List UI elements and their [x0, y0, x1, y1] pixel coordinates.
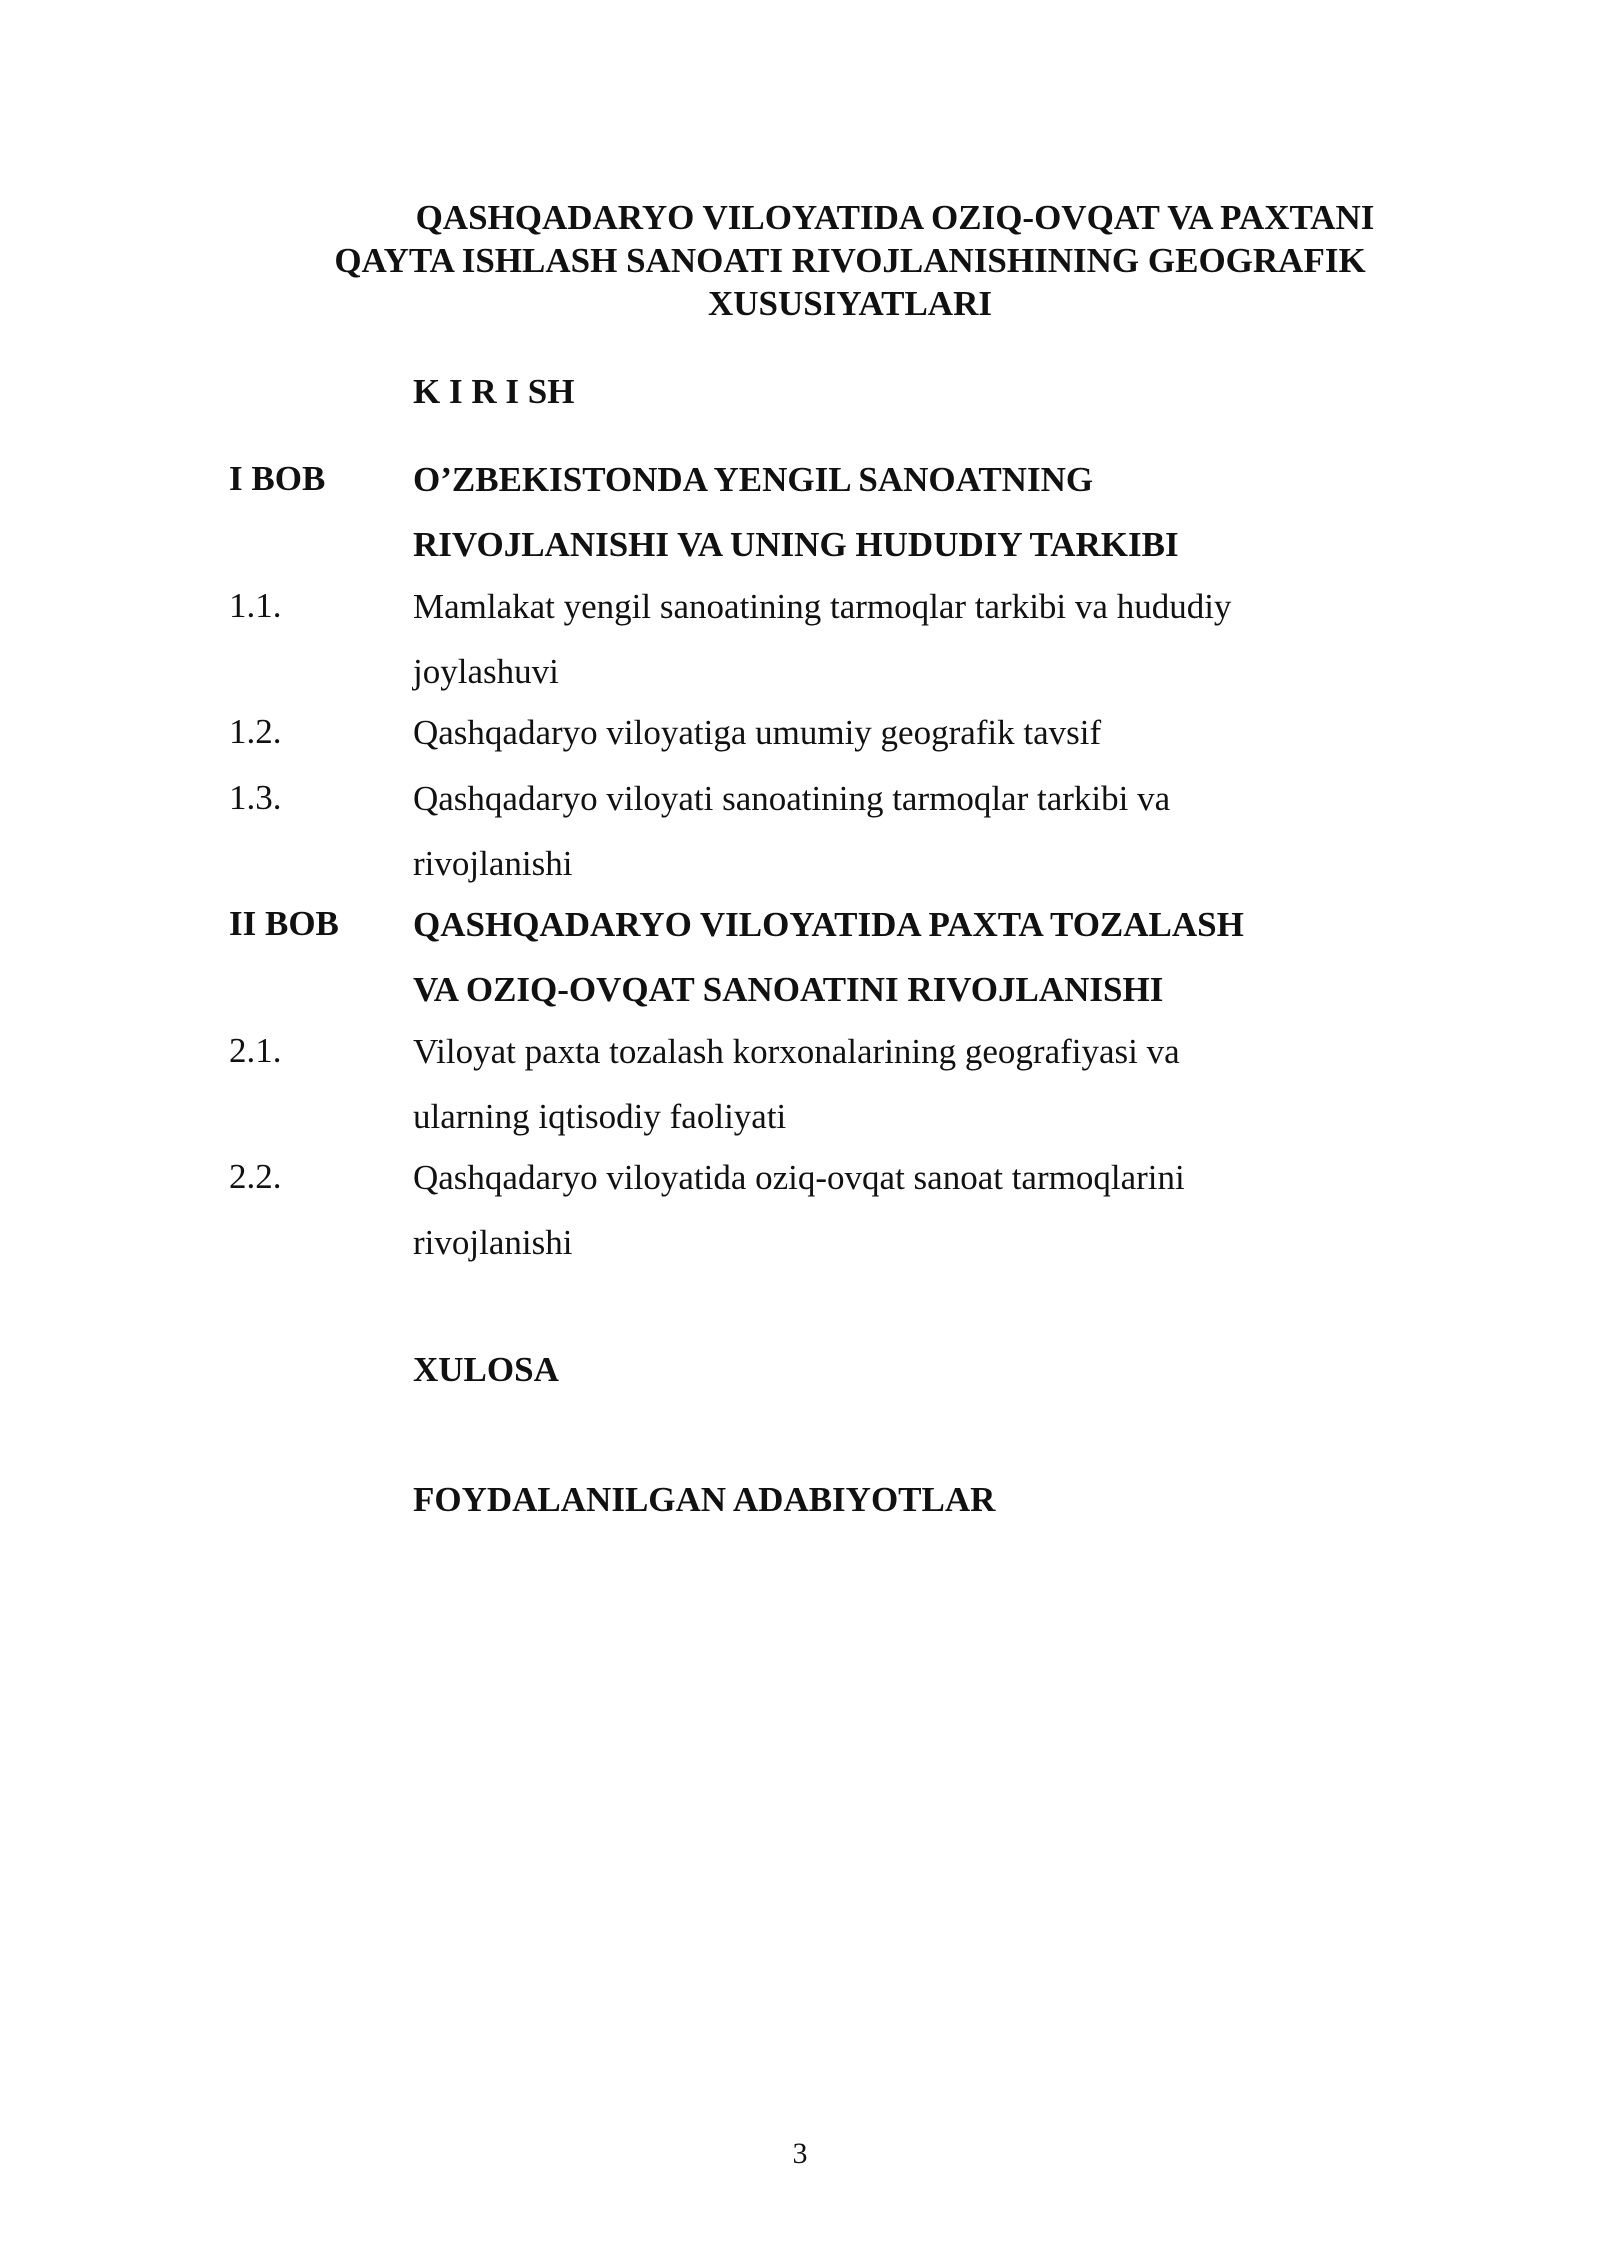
toc-section-title — [413, 1145, 1373, 1275]
toc-section-number: 1.2. — [229, 712, 282, 751]
toc-line: Qashqadaryo viloyati sanoatining tarmoqlar tarkibi va — [413, 779, 1171, 818]
conclusion-heading: XULOSA — [413, 1350, 559, 1389]
page-number: 3 — [792, 2137, 808, 2170]
intro-heading: K I R I SH — [413, 372, 575, 411]
document-title — [300, 196, 1400, 325]
toc-chapter-title — [413, 892, 1373, 1022]
toc-section-title — [413, 700, 1373, 765]
toc-line: RIVOJLANISHI VA UNING HUDUDIY TARKIBI — [413, 525, 1179, 564]
toc-section-title — [413, 766, 1373, 896]
toc-line: Viloyat paxta tozalash korxonalarining geografiyasi va — [413, 1032, 1180, 1071]
toc-section-number: 1.3. — [229, 778, 282, 817]
toc-section-number: 2.1. — [229, 1031, 282, 1070]
toc-line: Qashqadaryo viloyatida oziq-ovqat sanoat tarmoqlarini — [413, 1158, 1185, 1197]
title-line: QASHQADARYO VILOYATIDA OZIQ-OVQAT VA PAXTANI — [415, 198, 1375, 237]
toc-section-title — [413, 574, 1373, 704]
toc-line: rivojlanishi — [413, 1223, 573, 1262]
toc-chapter-title — [413, 447, 1373, 577]
toc-chapter-number: II BOB — [229, 904, 339, 943]
references-heading: FOYDALANILGAN ADABIYOTLAR — [413, 1480, 996, 1519]
toc-line: VA OZIQ-OVQAT SANOATINI RIVOJLANISHI — [413, 970, 1164, 1009]
toc-line: Mamlakat yengil sanoatining tarmoqlar tarkibi va hududiy — [413, 587, 1232, 626]
toc-line: Qashqadaryo viloyatiga umumiy geografik tavsif — [413, 713, 1102, 752]
toc-section-title — [413, 1019, 1373, 1149]
toc-section-number: 2.2. — [229, 1157, 282, 1196]
toc-chapter-number: I BOB — [229, 459, 326, 498]
title-line: QAYTA ISHLASH SANOATI RIVOJLANISHINING GEOGRAFIK — [334, 241, 1366, 280]
toc-line: QASHQADARYO VILOYATIDA PAXTA TOZALASH — [413, 905, 1244, 944]
toc-line: O’ZBEKISTONDA YENGIL SANOATNING — [413, 460, 1094, 499]
toc-line: joylashuvi — [413, 652, 559, 691]
title-line: XUSUSIYATLARI — [708, 284, 992, 323]
toc-line: rivojlanishi — [413, 844, 573, 883]
toc-section-number: 1.1. — [229, 586, 282, 625]
toc-line: ularning iqtisodiy faoliyati — [413, 1097, 787, 1136]
